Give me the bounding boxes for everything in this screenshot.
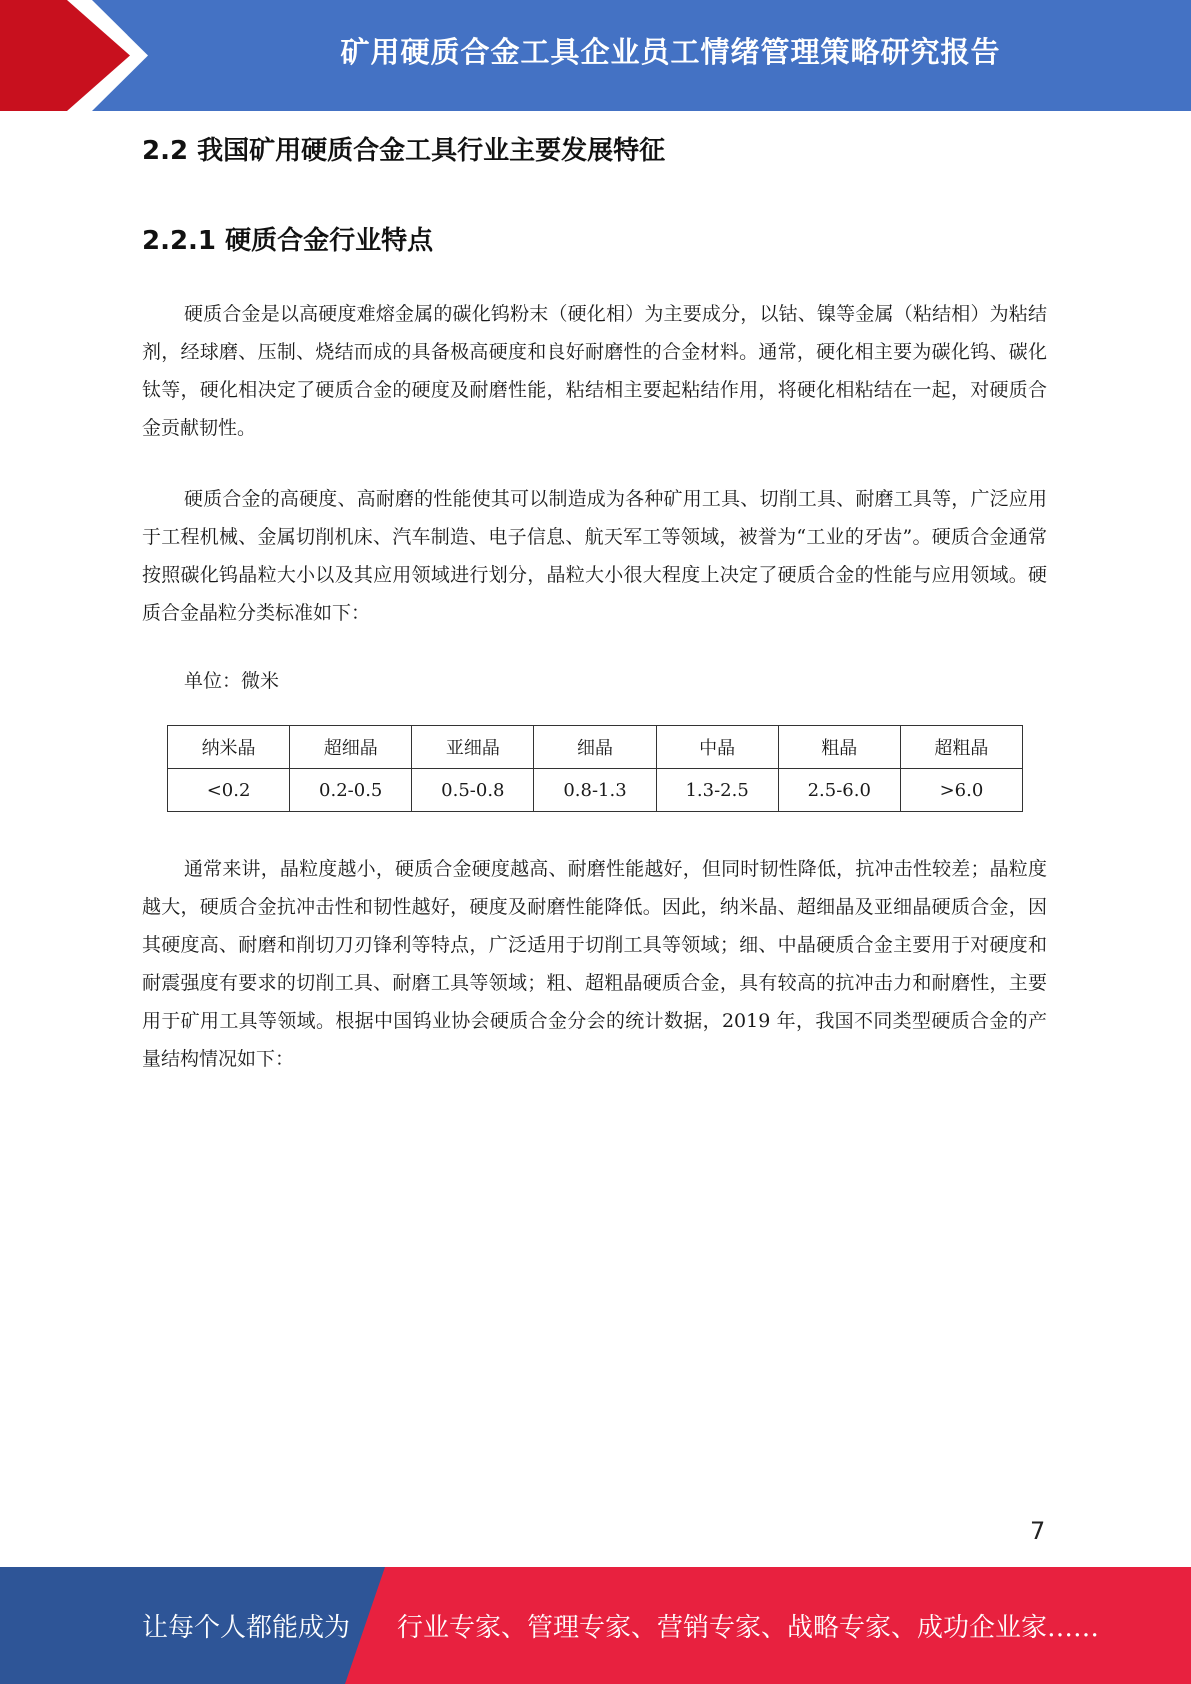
table-header-cell: 中晶 (656, 726, 778, 769)
table-header-cell: 超细晶 (290, 726, 412, 769)
footer-banner (0, 1567, 1191, 1684)
footer-slogan-right: 行业专家、管理专家、营销专家、战略专家、成功企业家…… (397, 1613, 1100, 1643)
unit-label: 单位：微米 (184, 670, 280, 692)
paragraph-1: 硬质合金是以高硬度难熔金属的碳化钨粉末（硬化相）为主要成分，以钴、镍等金属（粘结相）为粘结剂，经球磨、压制、烧结而成的具备极高硬度和良好耐磨性的合金材料。通常，硬化相主要为碳化钨、碳化钛等，硬化相决定了硬质合金的硬度及耐磨性能，粘结相主要起粘结作用，将硬化相粘结在一起，对硬质合金贡献韧性。 (142, 303, 1047, 439)
table-header-cell: 亚细晶 (412, 726, 534, 769)
header-bar (0, 0, 1191, 111)
paragraph-2: 硬质合金的高硬度、高耐磨的性能使其可以制造成为各种矿用工具、切削工具、耐磨工具等，广泛应用于工程机械、金属切削机床、汽车制造、电子信息、航天军工等领域，被誉为“工业的牙齿”。硬质合金通常按照碳化钨晶粒大小以及其应用领域进行划分，晶粒大小很大程度上决定了硬质合金的性能与应用领域。硬质合金晶粒分类标准如下： (142, 488, 1047, 624)
table-header-cell: 细晶 (534, 726, 656, 769)
page-number: 7 (1030, 1517, 1046, 1545)
table-cell: 0.8-1.3 (534, 769, 656, 812)
table-cell: <0.2 (168, 769, 290, 812)
report-title: 矿用硬质合金工具企业员工情绪管理策略研究报告 (340, 34, 1001, 69)
table-header-cell: 粗晶 (778, 726, 900, 769)
table-header-cell: 超粗晶 (900, 726, 1022, 769)
paragraph-3: 通常来讲，晶粒度越小，硬质合金硬度越高、耐磨性能越好，但同时韧性降低，抗冲击性较差；晶粒度越大，硬质合金抗冲击性和韧性越好，硬度及耐磨性能降低。因此，纳米晶、超细晶及亚细晶硬质合金，因其硬度高、耐磨和削切刀刃锋利等特点，广泛适用于切削工具等领域；细、中晶硬质合金主要用于对硬度和耐震强度有要求的切削工具、耐磨工具等领域；粗、超粗晶硬质合金，具有较高的抗冲击力和耐磨性，主要用于矿用工具等领域。根据中国钨业协会硬质合金分会的统计数据，2019 年，我国不同类型硬质合金的产量结构情况如下： (142, 858, 1047, 1070)
section-heading: 2.2 我国矿用硬质合金工具行业主要发展特征 (142, 136, 666, 166)
table-cell: 1.3-2.5 (656, 769, 778, 812)
table-cell: 0.5-0.8 (412, 769, 534, 812)
table-row (168, 769, 1023, 812)
table-header-row (168, 726, 1023, 769)
grain-size-table (167, 725, 1023, 812)
header-arrow-icon (0, 0, 160, 111)
table-header-cell: 纳米晶 (168, 726, 290, 769)
table-cell: 2.5-6.0 (778, 769, 900, 812)
subsection-heading: 2.2.1 硬质合金行业特点 (142, 226, 434, 256)
table-cell: >6.0 (900, 769, 1022, 812)
table-cell: 0.2-0.5 (290, 769, 412, 812)
footer-slogan-left: 让每个人都能成为 (142, 1613, 351, 1643)
